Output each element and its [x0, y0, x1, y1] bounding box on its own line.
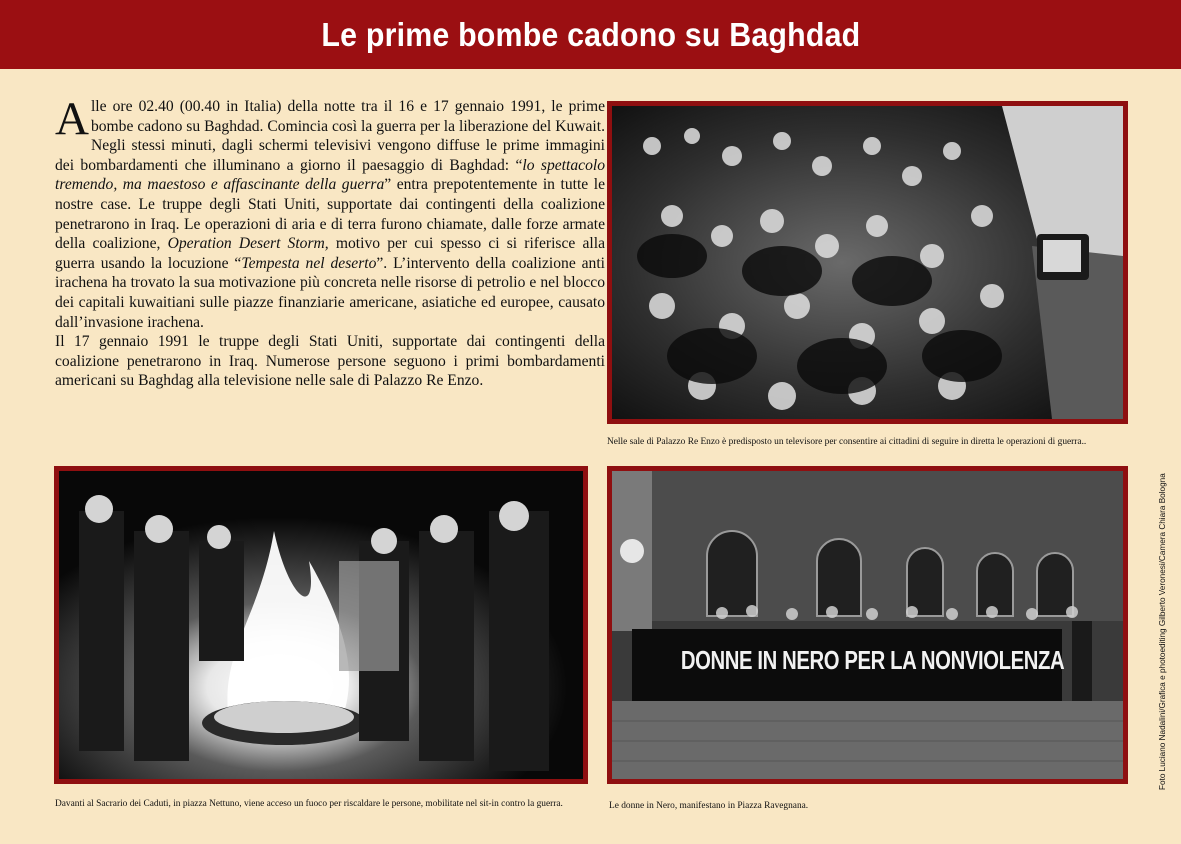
article-operation-name: Operation Desert Storm, [167, 235, 329, 253]
photo-credit: Foto Luciano Nadalini/Grafica e photoediting Gilberto Veronesi/Camera Chiara Bologna [1158, 473, 1167, 790]
article-quote: lo spettacolo tremendo, ma maestoso e affascinante della guerra [55, 156, 605, 194]
article-text-part: motivo per cui spesso ci si riferisce alla guerra usando la locuzione “ [55, 235, 606, 272]
photo-tv-crowd-caption: Nelle sale di Palazzo Re Enzo è predisposto un televisore per consentire ai cittadini di seguire in diretta le operazioni di guerra.. [607, 437, 1087, 447]
photo-tv-crowd [607, 101, 1128, 424]
photo-fire [54, 466, 588, 784]
photo-fire-image [59, 471, 583, 779]
page-title: Le prime bombe cadono su Baghdad [321, 15, 860, 53]
photo-fire-caption: Davanti al Sacrario dei Caduti, in piazza Nettuno, viene acceso un fuoco per riscaldare le persone, mobilitate nel sit-in contro la guerra. [55, 799, 563, 809]
article-paragraph-2: Il 17 gennaio 1991 le truppe degli Stati Uniti, supportate dai contingenti della coalizione penetrarono in Iraq. Numerose persone seguono i primi bombardamenti americani su Baghdag alla televisione nelle sale di Palazzo Re Enzo. [55, 333, 605, 390]
photo-protest-caption: Le donne in Nero, manifestano in Piazza Ravegnana. [609, 801, 809, 811]
article-locution: Tempesta nel deserto [241, 254, 377, 272]
title-banner [0, 0, 1181, 69]
photo-protest [607, 466, 1128, 784]
protest-banner-text: DONNE IN NERO PER LA NONVIOLENZA [680, 645, 1065, 675]
photo-protest-image [612, 471, 1123, 779]
article-text-part: lle ore 02.40 (00.40 in Italia) della notte tra il 16 e 17 gennaio 1991, le prime bombe cadono su Baghdad. Comincia così la guerra per la liberazione del Kuwait. Negli stessi minuti, dagli schermi televisivi vengono diffuse le prime immagini dei bombardamenti che illuminano a giorno il paesaggio di Baghdad: “ [55, 98, 605, 174]
article-text-part: ”. L’intervento della coalizione anti irachena ha trovato la sua motivazione più concreta nelle risorse di petrolio e nel blocco dei capitali kuwaitiani sulle piazze finanziarie americane, asiatiche ed europee, causato dall’invasione irachena. [55, 254, 606, 331]
article-text-part: ” entra prepotentemente in tutte le nostre case. Le truppe degli Stati Uniti, supportate dai contingenti della coalizione penetrarono in Iraq. Le operazioni di aria e di terra furono chiamate, dalle forze armate della coalizione, [55, 176, 605, 253]
article-text [55, 93, 606, 391]
drop-cap: A [55, 93, 89, 145]
article-paragraph-1 [55, 93, 606, 332]
photo-tv-crowd-image [612, 106, 1123, 419]
